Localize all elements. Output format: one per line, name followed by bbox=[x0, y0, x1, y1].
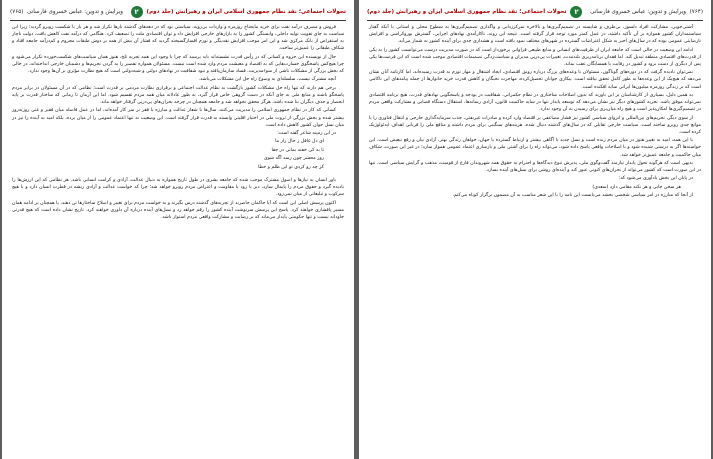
verse-line: کز چه رو کردی تو این ظلم و خطا bbox=[258, 164, 324, 170]
verse-line: هر سخن جایی و هر نکته مقامی دارد (سعدی) bbox=[592, 184, 681, 190]
page-body bbox=[369, 24, 701, 455]
paragraph: فروش و مصرف درآمد نفت برای خرید مایحتاج روزمره و واردات بی‌رویه، سیاستی بود که در دهه‌های گذشته بارها تکرار شد و هر بار با شکست روبرو گردید؛ زیرا این سیاست به جای تقویت تولید داخلی، وابستگی کشور را به بازارهای خارجی افزایش داد و توان اقتصادی ملت را تضعیف کرد. هنگامی که درآمد نفت کاهش یافت، دولت ناچار به استقراض از بانک مرکزی شد و این امر موجب افزایش نقدینگی و تورم افسارگسیخته گردید که فشار آن بیش از همه بر دوش طبقات محروم و کم‌درآمد جامعه افتاد و شکاف طبقاتی را عمیق‌تر ساخت. bbox=[12, 25, 344, 52]
header-author: ویرایش و تدوین: عباس خسروی فارسانی bbox=[590, 9, 687, 15]
page-header bbox=[10, 5, 346, 19]
paragraph: حال از نویسنده این جزوه و کسانی که در رأس قدرت نشسته‌اند باید پرسید که چرا با وجود این همه تجربه تلخ، هنوز همان سیاست‌های شکست‌خورده تکرار می‌شود و چرا هیچ‌کس پاسخگوی خسارت‌هایی که به اقتصاد و معیشت مردم وارد شده است نیست. مسئولان همواره تقصیر را به گردن تحریم‌ها و دشمنان خارجی انداخته‌اند، در حالی که بخش بزرگی از مشکلات ناشی از سوءمدیریت، فساد سازمان‌یافته و نبود شفافیت در نهادهای دولتی و شبه‌دولتی است که هیچ نظارت مؤثری بر آن‌ها وجود ندارد. bbox=[12, 54, 344, 75]
left-page bbox=[2, 0, 354, 459]
page-header bbox=[367, 5, 703, 19]
paragraph: از آنجا که مبارزه در امر سیاسی شخصی بخشد می‌بایست این نامه را با این شعر مناسب به آن مضمون برگزار کوتاه می‌کنم. bbox=[452, 193, 693, 199]
paragraph: در این زمینه شاعر گفته است: bbox=[277, 131, 336, 137]
header-title: تحولات اجتماعی؛ نقد نظام جمهوری اسلامی ایران و رهبرانش (جلد دوم) bbox=[146, 9, 346, 15]
page-body bbox=[12, 24, 344, 455]
page-number: (۷۶۵) bbox=[10, 9, 24, 15]
header-author: ویرایش و تدوین: عباس خسروی فارسانی bbox=[26, 9, 123, 15]
header-rule bbox=[10, 20, 346, 21]
paragraph: در پایان این بخش یادآوری می‌شود که: bbox=[618, 176, 693, 182]
page-number: (۷۶۴) bbox=[689, 9, 703, 15]
paragraph: به همین دلیل، بسیاری از کارشناسان بر این باورند که بدون اصلاحات ساختاری در نظام حکمرانی، شفافیت در بودجه و پاسخگویی نهادهای قدرت، هیچ برنامه اقتصادی نمی‌تواند موفق باشد. تجربه کشورهای دیگر نیز نشان می‌دهد که توسعه پایدار تنها در سایه حاکمیت قانون، آزادی رسانه‌ها، استقلال دستگاه قضایی و مشارکت واقعی مردم در تصمیم‌گیری‌ها امکان‌پذیر است و هیچ راه میان‌بری برای رسیدن به آن وجود ندارد. bbox=[369, 92, 701, 113]
paragraph: ادامه این وضعیت در حالی است که جامعه ایران از ظرفیت‌های انسانی و منابع طبیعی فراوانی برخوردار است که در صورت مدیریت درست می‌توانست کشور را به یکی از قدرت‌های اقتصادی منطقه تبدیل کند. اما فقدان برنامه‌ریزی بلندمدت، تغییرات پی‌درپی مدیران و سیاست‌زدگی تصمیمات اقتصادی موجب شده است که این فرصت‌ها یکی پس از دیگری از دست برود و کشور در رقابت با همسایگان عقب بماند. bbox=[369, 47, 701, 67]
paragraph: برخی هم دارند که تنها راه حل مشکلات کشور بازگشت به نظام عدالت اجتماعی و برقراری نظارت مردمی بر قدرت است؛ نظامی که در آن مسئولان در برابر مردم پاسخگو باشند و منابع ملی به جای آنکه در دست گروهی خاص قرار گیرد، به طور عادلانه میان همه مردم تقسیم شود. اما این آرمان تا زمانی که ساختار قدرت بر پایه انحصار و حذف دیگران بنا شده باشد، هرگز محقق نخواهد شد و جامعه همچنان در چرخه بحران‌های پی‌درپی گرفتار خواهد ماند. bbox=[12, 85, 344, 106]
verse-line: ای دل غافل ز حال زار ما bbox=[275, 139, 324, 145]
paragraph: با این همه، امید به تغییر هنوز در میان مردم زنده است و نسل جدید با آگاهی بیشتر و ارتباط گسترده با جهان، خواهان زندگی بهتر، آزادی بیان و رفع تبعیض است. این خواسته‌ها اگر به درستی شنیده شود و با اصلاحات واقعی پاسخ داده شود، می‌تواند راه را برای آشتی ملی و بازسازی اعتماد عمومی هموار سازد؛ در غیر این صورت، شکاف میان حاکمیت و جامعه عمیق‌تر خواهد شد. bbox=[369, 138, 701, 158]
verse-line: روز محشر چون رسد آگه شوی bbox=[263, 156, 324, 162]
paragraph: اکنون پرسش اصلی این است که آیا حاکمان حاضرند از تجربه‌های گذشته درس بگیرند و به خواست مردم برای تغییر و اصلاح ساختارها تن دهند، یا همچنان بر ادامه همان مسیر پافشاری خواهند کرد. پاسخ این پرسش سرنوشت آینده کشور را رقم خواهد زد و نسل‌های آینده درباره آن داوری خواهند کرد. تاریخ نشان داده است که هیچ قدرتی جاودانه نیست و تنها حکومتی پایدار می‌ماند که بر رضایت و مشارکت واقعی مردم استوار باشد. bbox=[12, 200, 344, 220]
paragraph: کسانی که کار در نظام جمهوری اسلامی را مدیریت می‌کنند، سال‌ها با شعار عدالت و مبارزه با فقر بر سر کار آمده‌اند، اما در عمل فاصله میان فقیر و غنی روزبه‌روز بیشتر شده و بخش بزرگی از ثروت ملی در اختیار اقلیتی وابسته به قدرت قرار گرفته است. این وضعیت نه تنها اعتماد عمومی را از میان برده، بلکه امید به آینده را نیز در میان نسل جوان کشور کاهش داده است. bbox=[12, 108, 344, 128]
paragraph: از سوی دیگر، تحریم‌های بین‌المللی و انزوای سیاسی کشور نیز فشار مضاعفی بر اقتصاد وارد کرده و صادرات غیرنفتی، جذب سرمایه‌گذاری خارجی و انتقال فناوری را با موانع جدی روبرو ساخته است. سیاست خارجی تقابلی که در سال‌های گذشته دنبال شده، هزینه‌های سنگینی برای مردم داشته و منافع ملی را قربانی اهداف ایدئولوژیک کرده است. bbox=[369, 115, 701, 135]
paragraph: باور انسان به نیازها و اصول مشترک موجب شده که جامعه بشری در طول تاریخ همواره به دنبال عدالت، آزادی و کرامت انسانی باشد. هر نظامی که این ارزش‌ها را نادیده گیرد و حقوق مردم را پایمال سازد، دیر یا زود با مقاومت و اعتراض مردم روبرو خواهد شد؛ چرا که خواست عدالت و آزادی ریشه در فطرت انسان دارد و با هیچ سرکوب و تبلیغاتی از میان نمی‌رود. bbox=[12, 177, 344, 198]
book-logo-icon: ۲ bbox=[131, 6, 143, 18]
paragraph: بدیهی است که هرگونه تحول پایدار نیازمند گفت‌وگوی ملی، پذیرش تنوع دیدگاه‌ها و احترام به حقوق همه شهروندان فارغ از قومیت، مذهب و گرایش سیاسی است. تنها در این صورت است که کشور می‌تواند از بحران‌های کنونی عبور کند و آینده‌ای روشن برای نسل‌های آینده بسازد. bbox=[369, 160, 701, 174]
header-title: تحولات اجتماعی؛ نقد نظام جمهوری اسلامی ایران و رهبرانش (جلد دوم) bbox=[367, 9, 567, 15]
header-rule bbox=[367, 20, 703, 21]
paragraph: آنچه مشترک نیست، سلسله‌ای به وضوح راه حل این مشکلات می‌باشد. bbox=[198, 77, 336, 83]
right-page bbox=[359, 0, 711, 459]
paragraph: آشتی‌جویی، مشارکت افراد دلسوز، بی‌طرف و شایسته در تصمیم‌گیری‌ها و بالاخره تمرکززدایی و واگذاری تصمیم‌گیری‌ها به سطوح محلی و استانی با آنکه گفتار سیاستمداران کشور همواره بر آن تأکید داشته، در عمل کمتر مورد توجه قرار گرفته است. نتیجه این روند، ناکارآمدی نهادهای اجرایی، گسترش بوروکراسی و افزایش نارضایتی عمومی بوده که در سال‌های اخیر به شکل اعتراضات گسترده در شهرهای مختلف نمود یافته است و هشداری جدی برای آینده کشور به شمار می‌آید. bbox=[369, 25, 701, 45]
book-logo-icon: ۲ bbox=[570, 6, 582, 18]
verse-line: تا به کی خفته بمانی در جفا bbox=[271, 147, 324, 153]
paragraph: نمی‌توان نادیده گرفت که در دوره‌های گوناگون، مسئولان با وعده‌های بزرگ درباره رونق اقتصادی، ایجاد اشتغال و مهار تورم به قدرت رسیده‌اند، اما کارنامه آنان نشان می‌دهد که هیچ‌یک از این وعده‌ها به طور کامل تحقق نیافته است. بیکاری جوانان تحصیل‌کرده، مهاجرت نخبگان و کاهش قدرت خرید خانوارها از جمله پیامدهای این ناکامی است که بر زندگی روزمره میلیون‌ها ایرانی سایه افکنده است. bbox=[369, 70, 701, 90]
